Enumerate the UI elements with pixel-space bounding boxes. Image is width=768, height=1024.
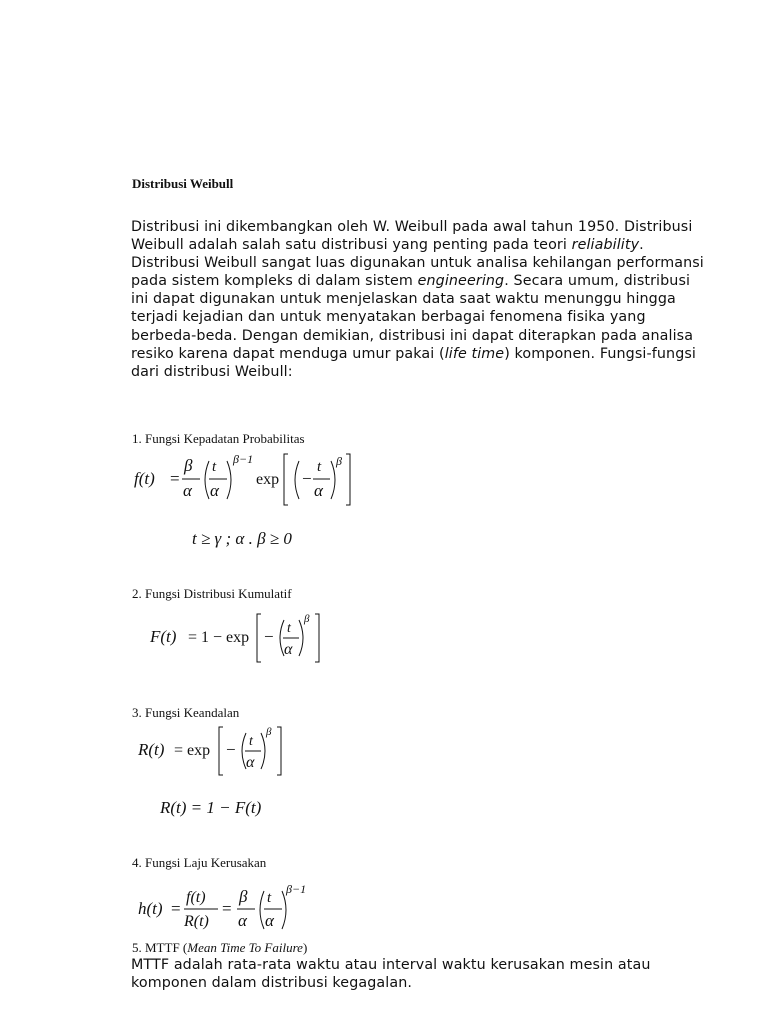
equation-pdf bbox=[130, 448, 370, 512]
eq-rel2: R(t) = 1 − F(t) bbox=[160, 798, 262, 817]
eq-cdf-lhs: F(t) bbox=[150, 627, 177, 646]
eq-minus: − bbox=[264, 627, 274, 646]
intro-text-2: . Distribusi Weibull sangat luas digunakan untuk analisa kehilangan performansi pada sistem kompleks di dalam sistem bbox=[131, 237, 704, 290]
eq-t: t bbox=[267, 890, 272, 906]
eq-exp: exp bbox=[256, 471, 280, 488]
section-heading-mttf bbox=[132, 940, 307, 956]
intro-text-1: Distribusi ini dikembangkan oleh W. Weibull pada awal tahun 1950. Distribusi Weibull adalah salah satu distribusi yang penting pada teori bbox=[131, 219, 693, 254]
equation-cdf bbox=[148, 608, 338, 668]
eq-pdf-lhs: f(t) bbox=[134, 469, 155, 488]
left-paren bbox=[260, 891, 264, 929]
eq-beta: β bbox=[239, 887, 248, 906]
left-paren bbox=[205, 461, 209, 499]
eq-alpha: α bbox=[183, 481, 192, 500]
left-bracket bbox=[219, 727, 223, 775]
eq-hazard-lhs: h(t) bbox=[138, 899, 163, 918]
right-bracket bbox=[277, 727, 281, 775]
eq-exponent: β bbox=[266, 726, 272, 738]
equation-constraint bbox=[190, 525, 330, 551]
right-bracket bbox=[315, 614, 319, 662]
intro-paragraph bbox=[131, 218, 706, 381]
heading-term-mttf: Mean Time To Failure bbox=[187, 940, 303, 955]
eq-r-of-t: R(t) bbox=[184, 913, 209, 930]
eq-t: t bbox=[317, 459, 322, 475]
eq-alpha: α bbox=[314, 481, 323, 500]
eq-alpha: α bbox=[284, 641, 293, 658]
eq-one-minus-exp: = 1 − exp bbox=[188, 629, 250, 646]
section-heading-hazard: 4. Fungsi Laju Kerusakan bbox=[132, 855, 267, 870]
section-heading-reliability: 3. Fungsi Keandalan bbox=[132, 705, 240, 720]
heading-suffix: ) bbox=[302, 940, 308, 955]
eq-sign: = bbox=[170, 469, 180, 488]
eq-exponent: β−1 bbox=[233, 452, 254, 466]
term-life-time: life time bbox=[444, 345, 505, 362]
intro-text-4: ) komponen. Fungsi-fungsi dari distribusi Weibull: bbox=[131, 345, 696, 380]
document-title: Distribusi Weibull bbox=[132, 176, 234, 191]
term-reliability: reliability bbox=[571, 237, 640, 254]
intro-text-3: . Secara umum, distribusi ini dapat digunakan untuk menjelaskan data saat waktu menunggu hingga terjadi kejadian dan untuk menyatakan berbagai fenomena fisika yang berbeda-beda. Dengan demikian, distribusi ini dapat diterapkan pada analisa resiko karena dapat menduga umur pakai ( bbox=[131, 273, 694, 362]
eq-minus: − bbox=[226, 740, 236, 759]
eq-alpha: α bbox=[265, 911, 274, 930]
right-paren bbox=[261, 733, 265, 769]
eq-alpha: α bbox=[246, 754, 255, 771]
term-engineering: engineering bbox=[417, 273, 505, 290]
eq-t: t bbox=[212, 459, 217, 475]
equation-reliability bbox=[136, 722, 306, 782]
eq-equals-exp: = exp bbox=[174, 742, 211, 759]
eq-t: t bbox=[287, 621, 291, 636]
eq-exponent: β−1 bbox=[286, 882, 307, 896]
right-bracket bbox=[346, 454, 350, 505]
left-bracket bbox=[284, 454, 288, 505]
right-paren bbox=[299, 620, 303, 656]
mttf-paragraph: MTTF adalah rata-rata waktu atau interval waktu kerusakan mesin atau komponen dalam distribusi kegagalan. bbox=[131, 957, 651, 992]
eq-alpha: α bbox=[238, 911, 247, 930]
heading-prefix: 5. MTTF ( bbox=[132, 940, 188, 955]
eq-rel-lhs: R(t) bbox=[138, 740, 165, 759]
eq-sign: = bbox=[222, 899, 232, 918]
eq-exponent: β bbox=[304, 613, 310, 625]
eq-beta: β bbox=[184, 456, 193, 475]
section-heading-cdf: 2. Fungsi Distribusi Kumulatif bbox=[132, 586, 292, 601]
eq-constraint: t ≥ γ ; α . β ≥ 0 bbox=[192, 529, 292, 548]
right-paren bbox=[227, 461, 231, 499]
eq-sign: = bbox=[171, 899, 181, 918]
eq-alpha: α bbox=[210, 481, 219, 500]
equation-reliability-complement bbox=[158, 794, 288, 820]
left-bracket bbox=[257, 614, 261, 662]
right-paren bbox=[331, 461, 335, 499]
right-paren bbox=[282, 891, 286, 929]
eq-exponent: β bbox=[336, 454, 342, 468]
eq-minus: − bbox=[302, 469, 312, 488]
eq-f-of-t: f(t) bbox=[186, 889, 206, 906]
section-heading-pdf: 1. Fungsi Kepadatan Probabilitas bbox=[132, 431, 305, 446]
left-paren bbox=[295, 461, 299, 499]
eq-t: t bbox=[249, 734, 253, 749]
equation-hazard bbox=[136, 878, 316, 936]
